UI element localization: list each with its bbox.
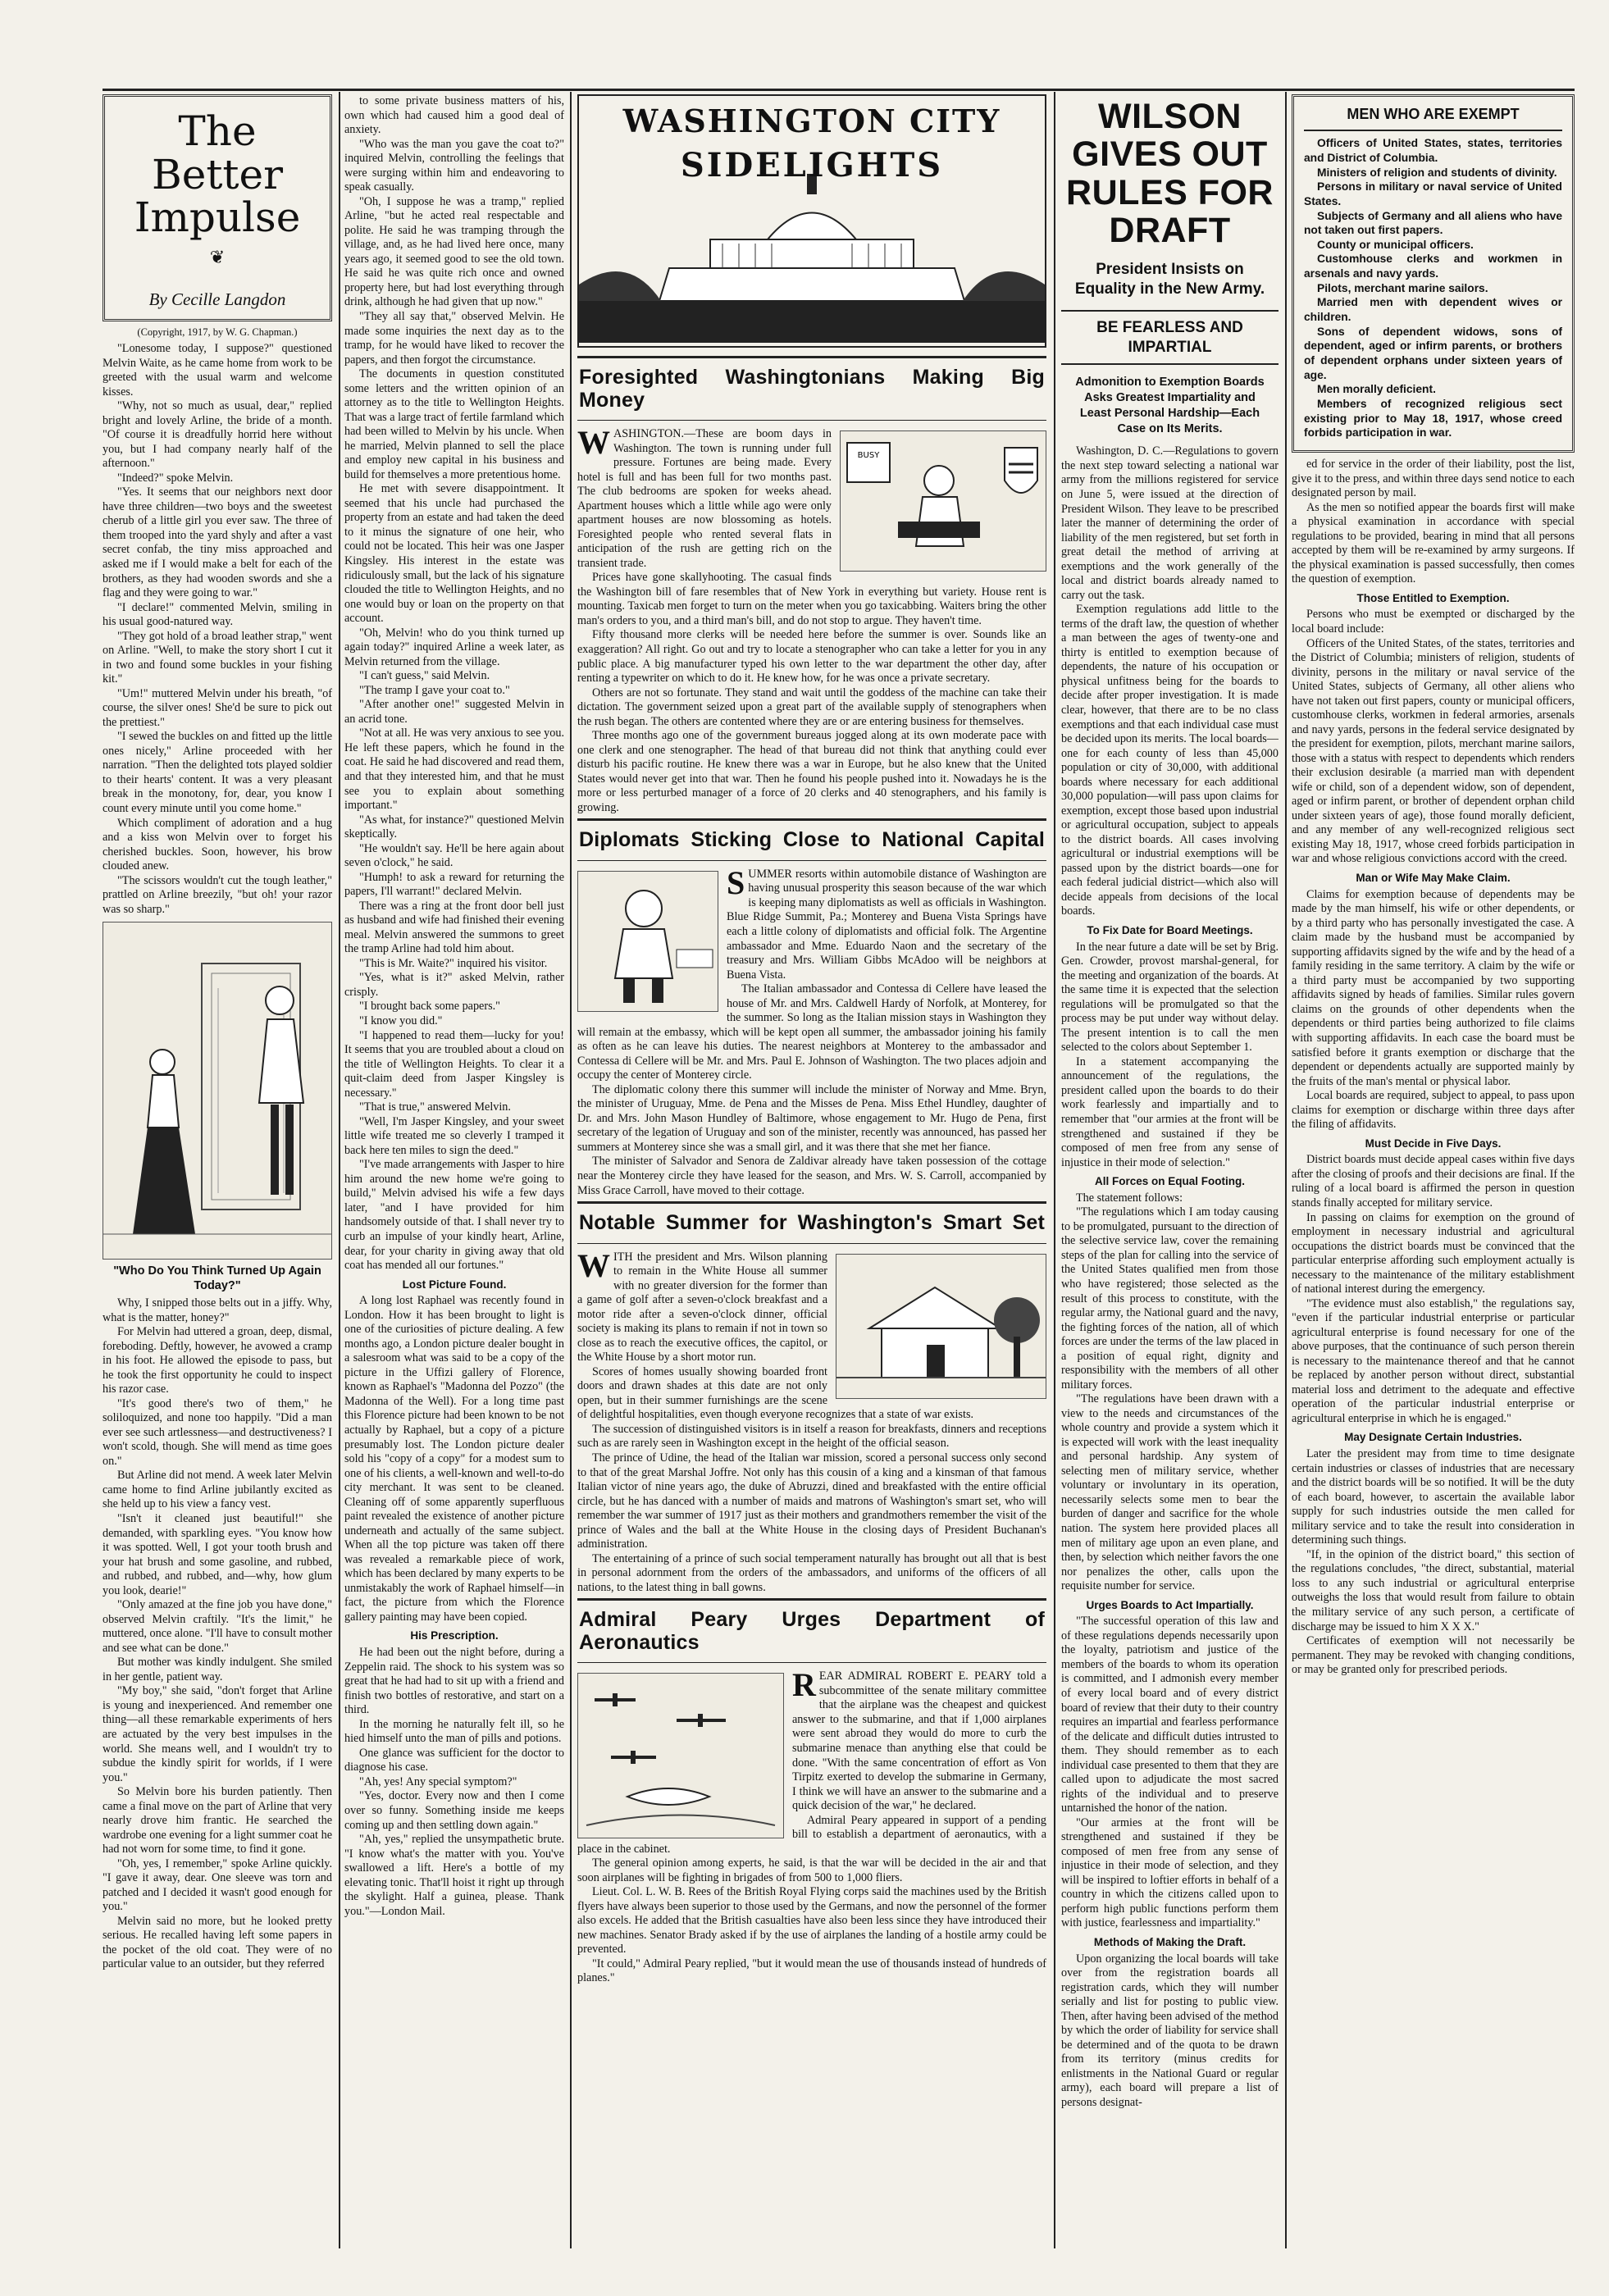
story-diplomats — [577, 863, 1046, 1198]
headline-smart-set: Notable Summer for Washington's Smart Set — [577, 1201, 1046, 1244]
subhead-impartially: Urges Boards to Act Impartially. — [1086, 1598, 1254, 1611]
headline-peary: Admiral Peary Urges Department of Aeronautics — [577, 1598, 1046, 1663]
paragraph: "Our armies at the front will be strengthened and sustained if they be composed of men free from any sense of injustice in their mode of selection, and they will be inspired to loftier efforts in behalf of a country in which the citizens called upon to perform high public functions perform them with justice, fearlessness and impartiality." — [1061, 1815, 1279, 1930]
paragraph: "I can't guess," said Melvin. — [359, 669, 490, 683]
paragraph: "I happened to read them—lucky for you! It seems that you are troubled about a cloud on the title of Wellington Heights. To clear it a quit-claim deed from Jasper Kingsley is necessary." — [344, 1028, 564, 1100]
sign-text: BUSY — [857, 451, 880, 460]
paragraph: County or municipal officers. — [1317, 238, 1474, 251]
prescription-text — [344, 1646, 564, 1919]
subhead-fix-date: To Fix Date for Board Meetings. — [1087, 923, 1253, 936]
paragraph: Persons who must be exempted or discharged by the local board include: — [1292, 608, 1575, 636]
subhead-entitled: Those Entitled to Exemption. — [1356, 591, 1510, 604]
paragraph: Upon organizing the local boards will take over from the registration boards all registration cards, which they will number serially and list for posting to public view. Then, after having been advised of the method by which the order of liability for service shall be determined and of the quota to be drawn from its territory (minus credits for enlistments in the National Guard or regular army), each board will prepare a list of persons designat- — [1061, 1952, 1279, 2109]
paragraph: "The regulations have been drawn with a view to the needs and circumstances of the whole country and provide a system which it is expected will work with the least inequality and personal hardship. Any system of selecting men of military service, whether voluntary or involuntary in its operation, necessarily selects some men to bear the burden of danger and sacrifice for the whole nation. The system here provided places all men of military age upon an even plane, and then, by selection which neither favors the one nor penalizes the other, calls upon the requisite number for service. — [1061, 1392, 1279, 1593]
paragraph: "Um!" muttered Melvin under his breath, "of course, the silver ones! She'd be sure to pick out the prettiest." — [103, 686, 332, 729]
paragraph: "Isn't it cleaned just beautiful!" she demanded, with sparkling eyes. "You know how it was spotted. Well, I got your tooth brush and your hat brush and some gasoline, and rubbed, and rubbed, and rubbed, and—why, how glum you look, dearie!" — [103, 1512, 332, 1597]
story-title: The Better Impulse — [134, 107, 301, 241]
paragraph: "He wouldn't say. He'll be here again about seven o'clock," he said. — [344, 841, 564, 870]
airplanes-illustration — [577, 1673, 784, 1838]
paragraph: Ministers of religion and students of divinity. — [1317, 166, 1557, 179]
paragraph: Customhouse clerks and workmen in arsenals and navy yards. — [1304, 253, 1562, 280]
draft-text-3 — [1061, 1191, 1279, 1594]
subhead-five-days: Must Decide in Five Days. — [1365, 1137, 1502, 1150]
story-diplomats-body — [577, 982, 1046, 1198]
banner-title: WASHINGTON CITY — [622, 102, 1001, 139]
paragraph: Admiral Peary appeared in support of a pending bill to establish a department of aeronautics, with a place in the cabinet. — [577, 1813, 1046, 1856]
story-peary — [577, 1666, 1046, 1986]
paragraph: In passing on claims for exemption on the ground of employment in necessary industrial and agricultural occupations the district boards must be convinced that the particular enterprise affording such employment actually is necessary to the maintenance of the military establishment of national interest during the emergency. — [1292, 1210, 1575, 1296]
lead-paragraph: ASHINGTON.—These are boom days in Washington. The town is running under full pressure. Fortunes are being made. Every hotel is full and has been full for two months past. The club bedrooms are spoken for weeks ahead. Apartment houses which a little while ago were only apartment houses are now blossoming as hotels. Foresighted people who rented several flats in anticipation of the rush are getting rich on the transient trade. — [577, 427, 832, 570]
paragraph: The succession of distinguished visitors is in itself a reason for breakfasts, dinners and receptions such as are rarely seen in Washington except in the height of the official season. — [577, 1422, 1046, 1451]
drop-cap: S — [727, 863, 745, 901]
paragraph: "They all say that," observed Melvin. He made some inquiries the next day as to the tramp, for he would have liked to recover the papers, and then forgot the circumstance. — [344, 309, 564, 367]
paragraph: "Well, I'm Jasper Kingsley, and your sweet little wife treated me so cleverly I tramped it back here ten miles to sign the deed." — [344, 1114, 564, 1157]
banner-subtitle: SIDELIGHTS — [680, 146, 944, 184]
paragraph: "The regulations which I am today causing to be promulgated, pursuant to the direction of the selective service law, cover the remaining steps of the plan for calling into the service of the United States qualified men from those who have registered; those selected as the result of this process to constitute, with the regular army, the National guard and the navy, the fighting forces of the nation, all of which forces are under the terms of the law placed in a position of equal right, dignity and responsibility with the members of all other military forces. — [1061, 1205, 1279, 1392]
headline-foresighted: Foresighted Washingtonians Making Big Money — [577, 356, 1046, 421]
paragraph: to some private business matters of his, own which had caused him a good deal of anxiety. — [344, 94, 564, 137]
draft-text-4 — [1061, 1615, 1279, 1931]
paragraph: Persons in military or naval service of United States. — [1304, 180, 1562, 207]
paragraph: He had been out the night before, during a Zeppelin raid. The shock to his system was so great that he had had to sit up with a friend and finish two bottles of restorative, and start on a third. — [344, 1646, 564, 1717]
column-draft-rules — [1061, 94, 1279, 2259]
paragraph: "I declare!" commented Melvin, smiling in his usual good-natured way. — [103, 600, 332, 629]
column-story-continued — [344, 94, 564, 2259]
paragraph: "I brought back some papers." — [359, 1000, 500, 1014]
paragraph: "The successful operation of this law and of these regulations depends necessarily upon the loyalty, patriotism and justice of the members of the boards to whom its operation is committed, and I admonish every member of every local board and of every district board of review that their duty to their country requires an impartial and fearless performance of the delicate and difficult duties intrusted to them. They should remember as to each individual case presented to them that they are called upon to adjudicate the most sacred rights of the individual and to preserve untarnished the honor of the nation. — [1061, 1615, 1279, 1815]
paragraph: District boards must decide appeal cases within five days after the closing of proofs and their decisions are final. If the ruling of a local board is affirmed the person in question stands finally accepted for military service. — [1292, 1153, 1575, 1210]
paragraph: Officers of United States, states, territories and District of Columbia. — [1304, 137, 1562, 164]
column-rule — [339, 92, 340, 2248]
paragraph: "Oh, I suppose he was a tramp," replied Arline, "but he acted real respectable and polite. He said he was tramping through the village, and, as he had lived here once, many years ago, it seemed good to see the old town. He said he was quite rich once and owned property here, but had lost everything through drink, although he had given that up now." — [344, 194, 564, 309]
exempt-text-3 — [1292, 888, 1575, 1132]
column-rule — [1285, 92, 1287, 2248]
paragraph: Three months ago one of the government bureaus jogged along at its own moderate pace with one clerk and one stenographer. The head of that bureau did not think that anything could ever disturb his pacific routine. He knew there was a war in Europe, but he also knew that the United States would never get into that war. Then he found his people pushed into it. Nowadays he is the more or less perturbed manager of a force of 20 clerks and 40 stenographers, and his family is growing. — [577, 729, 1046, 814]
paragraph: He met with severe disappointment. It seemed that his uncle had purchased the property from an estate and had taken the deed to it minus the signature of one heir, who could not be located. This heir was one Jasper Kingsley. His interest in the estate was ridiculously small, but the lack of his signature clouded the title to Wellington Heights, and no one would buy or loan on the property on that account. — [344, 482, 564, 626]
paragraph: "I sewed the buckles on and fitted up the little ones nicely," Arline proceeded with her narration. "Then the delighted tots played soldier to their hearts' content. It was a very pleasant break in the monotony, for, dear, you know I count every minute until you come home." — [103, 730, 332, 816]
column-washington-sidelights — [577, 94, 1046, 2259]
paragraph: Certificates of exemption will not necessarily be permanent. They may be revoked with changing conditions, or may be granted only for prescribed periods. — [1292, 1634, 1575, 1677]
paragraph: "I know you did." — [359, 1014, 443, 1027]
paragraph: So Melvin bore his burden patiently. Then came a final move on the part of Arline that very nearly drove him frantic. He searched the wardrobe one evening for a light summer coat he had not worn for some time, to find it gone. — [103, 1785, 332, 1856]
paragraph: Which compliment of adoration and a hug and a kiss won Melvin over to forget his cherished buckles. Soon, however, his brow clouded anew. — [103, 816, 332, 873]
paragraph: Prices have gone skallyhooting. The casual finds the Washington bill of fare resembles that of New York in everything but variety. House rent is mounting. Taxicab men forget to turn on the meter when you go taxicabbing. Waiters bring the other man's orders to you, and a third man's bill, and do not stop to argue. They haven't time. — [577, 571, 1046, 627]
paragraph: "Not at all. He was very anxious to see you. He left these papers, which he found in the coat. He said he had discovered and read them, and that they interested him, and that he must see you to explain about something important." — [344, 727, 564, 813]
paragraph: But mother was kindly indulgent. She smiled in her gentle, patient way. — [103, 1656, 332, 1683]
paragraph: Exemption regulations add little to the terms of the draft law, the question of whether a man between the ages of twenty-one and thirty is entitled to exemption because of dependents, the nature of his occupation or physical unfitness being for the boards to decide after proper investigation. It is made clear, however, that there are to be no class exemptions and that each individual case must be decided upon its merits. The local boards—one for each county of less than 45,000 population or city of 30,000, with additional boards where necessary for each additional 30,000 population—will pass upon claims for exemption, except those based upon industrial or agricultural occupation, subject to appeals to the district boards. All cases involving agricultural or industrial exemptions will be passed upon by the district boards—one for each federal judicial district—which also will decide appeals from decisions of the local boards. — [1061, 603, 1279, 918]
exempt-text-5 — [1292, 1447, 1575, 1678]
paragraph: The statement follows: — [1076, 1191, 1183, 1205]
paragraph: "My boy," she said, "don't forget that Arline is young and inexperienced. And remember one thing—all these remarkable experiments of hers are actuated by the very best impulses in the world. She means well, and I wouldn't try to subdue the kindly spirit for worlds, if I were you." — [103, 1684, 332, 1784]
paragraph: "After another one!" suggested Melvin in an acrid tone. — [344, 698, 564, 726]
paragraph: Married men with dependent wives or children. — [1304, 296, 1562, 324]
cartoon-busy-day — [840, 430, 1046, 572]
paragraph: "They got hold of a broad leather strap," went on Arline. "Well, to make the story short I cut it in two and found some buckles in your fishing kit." — [103, 629, 332, 686]
exempt-text-2 — [1292, 608, 1575, 867]
paragraph: "Oh, yes, I remember," spoke Arline quickly. "I gave it away, dear. One sleeve was torn and patched and I decided it wasn't good enough for you." — [103, 1856, 332, 1914]
paragraph: ed for service in the order of their liability, post the list, give it to the press, and within three days send notice to each designated person by mail. — [1292, 458, 1575, 500]
paragraph: Fifty thousand more clerks will be needed here before the summer is over. Sounds like an exaggeration? All right. Go out and try to locate a stenographer who can take a letter for you in any public place. A big manufacturer typed his own letter to the war department the other day, after renting a typewriter on which to do it. He knew how, for he was once a private secretary. — [577, 628, 1046, 686]
paragraph: Scores of homes usually showing boarded front doors and drawn shades at this date are not only open, but in their summer furnishings are the scene of delightful hospitalities, even though everyone recognizes that a state of war exists. — [577, 1364, 974, 1422]
story-illustration — [103, 922, 332, 1260]
paragraph: For Melvin had uttered a groan, deep, dismal, foreboding. Deftly, however, he avowed a cramp in his foot. He allowed the episode to pass, but he took the first opportunity he could to inspect his razor case. — [103, 1325, 332, 1396]
paragraph: In a statement accompanying the announcement of the regulations, the president called upon the boards to do their work fearlessly and impartially and to remember that "our armies at the front will be strengthened and sustained if they be composed of men free from any sense of injustice in their mode of selection." — [1061, 1055, 1279, 1169]
paragraph: One glance was sufficient for the doctor to diagnose his case. — [344, 1746, 564, 1774]
paragraph: Melvin said no more, but he looked pretty serious. He recalled having left some papers in the pocket of the old coat. They were of no particular value to an outsider, but they referred — [103, 1914, 332, 1971]
paragraph: Subjects of Germany and all aliens who have not taken out first papers. — [1304, 209, 1562, 237]
paragraph: "Why, not so much as usual, dear," replied bright and lovely Arline, the bride of a month. "Of course it is dreadfully horrid here without you, but I had company nearly half of the afternoon." — [103, 399, 332, 471]
paragraph: "Yes, doctor. Every now and then I come over so funny. Something inside me keeps coming up and then settling down again." — [344, 1789, 564, 1832]
paragraph: "Yes. It seems that our neighbors next door have three children—two boys and the sweetest cherub of a little girl you ever saw. The three of them trooped into the yard shyly and after a vast secret confab, the tiny miss approached and asked me if I would make a belt for each of the brothers, as they had wooden swords and she a flag and they were going to war." — [103, 485, 332, 600]
paragraph: Pilots, merchant marine sailors. — [1317, 281, 1488, 294]
deck-fearless: BE FEARLESS AND IMPARTIAL — [1061, 310, 1279, 365]
lead-paragraph: UMMER resorts within automobile distance of Washington are having unusual prosperity this season because of the war which is keeping many diplomatists as well as officials in Washington. Blue Ridge Summit, Pa.; Monterey and Buena Vista Springs have each a little colony of diplomatists and official folk. The Argentine ambassador and Mme. Eduardo Naon and the secretary of the treasury and Mrs. William Gibbs McAdoo will be neighbors at Buena Vista. — [727, 867, 1046, 982]
story-foresighted-body — [577, 571, 1046, 815]
paragraph: The minister of Salvador and Senora de Zaldivar already have taken possession of the cottage near the Monterey circle they have leased for the season, and Mrs. W. S. Carroll, accompanied by Miss Grace Carroll, have moved to their cottage. — [577, 1155, 1046, 1197]
paragraph: Men morally deficient. — [1317, 383, 1436, 396]
lead-paragraph: EAR ADMIRAL ROBERT E. PEARY told a subcommittee of the senate military committee that the airplane was the cheapest and quickest answer to the submarine, and that if 1,000 airplanes were sent abroad they would do more to curb the submarine menace than anything else that could be done. "With the same concentration of effort as Von Tirpitz exerted to develop the submarine in Germany, I think we will have an answer to the submarine and a quick decision of the war," he declared. — [792, 1670, 1046, 1813]
column-rule — [1054, 92, 1055, 2248]
paragraph: Officers of the United States, of the states, territories and the District of Columbia; ministers of religion, students of divinity, persons in the military or naval service of the United States, subjects of Germany, all other aliens who have not taken out first papers, county or municipal officers, customhouse clerks, workmen in federal armories, arsenals and navy yards, persons in the federal service designated by the president for exemption, pilots, merchant marine sailors, those with a status with respect to dependents which renders their exclusion desirable (a married man with dependent wife or child, son of a dependent widow, son of dependent, aged or infirm parent, or brother of dependent orphan child under sixteen years of age), those found morally deficient, and any member of any well-recognized religious sect existing May 18, 1917, whose creed forbids participation in war and whose religious convictions accord with the creed. — [1292, 636, 1575, 866]
byline: By Cecille Langdon — [148, 289, 286, 309]
subhead-prescription: His Prescription. — [410, 1629, 499, 1642]
paragraph: Members of recognized religious sect existing prior to May 18, 1917, whose creed forbids participation in war. — [1304, 398, 1562, 440]
paragraph: The documents in question constituted some letters and the written opinion of an attorney as to the title to Wellington Heights. That was a large tract of fertile farmland which had been willed to Melvin by his uncle. When he married, Melvin planned to sell the place and employ new capital in his business and build for themselves a more pretentious home. — [344, 367, 564, 481]
paragraph: In the morning he naturally felt ill, so he hied himself unto the man of pills and potions. — [344, 1717, 564, 1746]
drop-cap: R — [792, 1666, 816, 1704]
paragraph: "If, in the opinion of the district board," this section of the regulations concludes, "the direct, substantial, material loss to any such industrial or agricultural enterprise outweighs the loss that would result from failure to obtain the military service of any such person, a certificate of discharge may be issued to him X X X." — [1292, 1547, 1575, 1633]
lead-paragraph: ITH the president and Mrs. Wilson planning to remain in the White House all summer with no greater diversion for the former than a game of golf after a seven-o'clock breakfast and a motor ride after a seven-o'clock dinner, official society is making its plans to remain if not in town so close as to reach the executive offices, the capitol, or the White House by a short motor run. — [577, 1250, 827, 1364]
paragraph: The diplomatic colony there this summer will include the minister of Norway and Mme. Bryn, the minister of Uruguay, Mme. de Pena and the Misses de Pena. Miss Ethel Hundley, daughter of Dr. and Mrs. John Mason Hundley of Baltimore, whose engagement to Mr. Hugo de Pena, first secretary of the legation of Uruguay and son of the minister, recently was announced, has passed her summers at Monterey since she was a small girl, and it was there that she met her fiance. — [577, 1082, 1046, 1154]
headline-wilson: WILSON GIVES OUT RULES FOR DRAFT — [1066, 97, 1274, 251]
paragraph: "I've made arrangements with Jasper to hire him around the new home we're going to build," Melvin advised his wife a few days later, "and I have provided for him handsomely outside of that. I shall never try to curb an impulse of your kindly heart, Arline, dear, for your charity in giving away that old coat has mended all our fortunes." — [344, 1158, 564, 1273]
house-illustration — [836, 1254, 1046, 1399]
paragraph: Local boards are required, subject to appeal, to pass upon claims for exemption or discharge within three days after the filing of affidavits. — [1292, 1089, 1575, 1132]
ornament-icon: ❦ — [209, 246, 226, 267]
paragraph: Later the president may from time to time designate certain industries or classes of industries that are necessary and the district boards will be so notified. It will be the duty of each board, however, to ascertain the available labor supply for such industries outside the men called for military service and to take the result into consideration in determining such things. — [1292, 1447, 1575, 1547]
story-conclusion — [344, 94, 564, 1273]
column-exemptions — [1292, 94, 1575, 2259]
paragraph: The entertaining of a prince of such social temperament naturally has brought out all that is best in personal adornment from the orders of the ambassadors, and uniforms of the officers of all nations, to the latest thing in ball gowns. — [577, 1551, 1046, 1594]
paragraph: "The scissors wouldn't cut the tough leather," prattled on Arline breezily, "but oh! your razor was so sharp." — [103, 873, 332, 916]
draft-text-5 — [1061, 1952, 1279, 2111]
subhead-lost-picture: Lost Picture Found. — [402, 1278, 507, 1291]
subhead-claim: Man or Wife May Make Claim. — [1356, 872, 1511, 885]
paragraph: But Arline did not mend. A week later Melvin came home to find Arline jubilantly excited as she held up to his view a fancy vest. — [103, 1469, 332, 1511]
paragraph: "This is Mr. Waite?" inquired his visitor. — [359, 956, 548, 970]
exempt-text-4 — [1292, 1153, 1575, 1426]
paragraph: Why, I snipped those belts out in a jiffy. Why, what is the matter, honey?" — [103, 1296, 332, 1324]
story-text-continued — [103, 1296, 332, 1972]
paragraph: "That is true," answered Melvin. — [359, 1100, 511, 1114]
draft-text — [1061, 444, 1279, 919]
story-foresighted — [577, 424, 1046, 815]
exempt-list — [1304, 136, 1562, 440]
headline-diplomats: Diplomats Sticking Close to National Capital — [577, 818, 1046, 861]
paragraph: "The evidence must also establish," the regulations say, "even if the particular industrial enterprise or particular agricultural enterprise is found necessary for one of the above purposes, that the continuance of such person therein is necessary to the maintenance thereof and that he cannot be replaced by another person without direct, substantial material loss and detriment to the adequate and effective operation of the particular industrial enterprise or agricultural enterprise in which he is engaged." — [1292, 1296, 1575, 1425]
subhead-equal-footing: All Forces on Equal Footing. — [1094, 1175, 1245, 1188]
copyright-note: (Copyright, 1917, by W. G. Chapman.) — [137, 326, 298, 338]
paragraph: "Who was the man you gave the coat to?" inquired Melvin, controlling the feelings that were surging within him and endeavoring to speak casually. — [344, 137, 564, 194]
exempt-text — [1292, 458, 1575, 587]
drop-cap: W — [577, 1246, 610, 1284]
paragraph: In the near future a date will be set by Brig. Gen. Crowder, provost marshal-general, for the meeting and organization of the boards. At the same time it is expected that the selection regulations will be promulgated so that the process may be put under way without delay. The present intention is to call the men selected to the colors about September 1. — [1061, 940, 1279, 1055]
paragraph: "The tramp I gave your coat to." — [359, 683, 510, 697]
paragraph: Sons of dependent widows, sons of dependent, aged or infirm parents, or brothers of dependent orphans under sixteen years of age. — [1304, 325, 1562, 381]
top-rule — [103, 89, 1575, 91]
paragraph: The prince of Udine, the head of the Italian war mission, scored a personal success only second to that of the great Marshal Joffre. Not only has this cousin of a king and a kinsman of that famous Italian victor of nine years ago, the duke of Abruzzi, dined and breakfasted with the entire official circle, but he has danced with a number of maids and matrons of Washington's smart set, who will remember the war summer of 1917 just as their mothers and grandmothers remember the visit of the prince of Wales and the ball at the White House in the closing days of President Buchanan's administration. — [577, 1451, 1046, 1551]
paragraph: Lieut. Col. L. W. B. Rees of the British Royal Flying corps said the machines used by the British flyers have always been superior to those used by the Germans, and now the personnel of the former also excels. He added that the British casualties have also been less since they have introduced their new machines. Senator Brady asked if by the use of airplanes the landing of a hostile army could be prevented. — [577, 1885, 1046, 1957]
deck-equality: President Insists on Equality in the New Army. — [1074, 260, 1265, 298]
paragraph: "It's good there's two of them," he soliloquized, and none too happily. "Did a man ever see such artlessness—and destructiveness? I won't scold, though. She will mend as time goes on." — [103, 1396, 332, 1468]
paragraph: "Indeed?" spoke Melvin. — [117, 471, 234, 485]
cartoon-diplomat — [577, 871, 718, 1012]
story-text — [103, 342, 332, 917]
paragraph: "Only amazed at the fine job you have done," observed Melvin craftily. "It's the limit," he muttered, once alone. "I'll have to consult mother and see what can be done." — [103, 1598, 332, 1655]
paragraph: "Humph! to ask a reward for returning the papers, I'll warrant!" declared Melvin. — [344, 870, 564, 899]
subhead-industries: May Designate Certain Industries. — [1344, 1431, 1522, 1444]
sidelights-banner — [577, 94, 1046, 348]
exempt-box-title: MEN WHO ARE EXEMPT — [1304, 105, 1562, 131]
paragraph: Others are not so fortunate. They stand and wait until the goddess of the machine can take their dictation. The government seized upon a great part of the available supply of stenographers when the rush began. The others are contented where they are or are entering business for themselves. — [577, 686, 1046, 728]
deck-admonition: Admonition to Exemption Boards Asks Greatest Impartiality and Least Personal Hardship—Each Case on Its Merits. — [1075, 376, 1265, 435]
paragraph: "As what, for instance?" questioned Melvin skeptically. — [344, 813, 564, 841]
column-story — [103, 94, 332, 2259]
illustration-caption: "Who Do You Think Turned Up Again Today?" — [113, 1264, 321, 1292]
paragraph: "Yes, what is it?" asked Melvin, rather crisply. — [344, 971, 564, 999]
drop-cap: W — [577, 424, 610, 461]
story-title-box — [103, 94, 332, 321]
paragraph: Claims for exemption because of dependents may be made by the man himself, his wife or other dependents, or by a third party who has personally investigated the case. A claim made by the husband must be accompanied by supporting affidavits signed by the wife and by the head of a family residing in the same territory. A claim by the wife or a third party must be accompanied by two supporting affidavits signed by heads of families. Similar rules govern claims on the grounds of other dependents when the dependents or third parties being authorized to file claims with supporting affidavits. In each case the board must be satisfied before it grants exemption or discharge that the dependent or dependents actually are supported mainly by the fruits of the man's mental or physical labor. — [1292, 887, 1575, 1088]
lost-picture-text — [344, 1294, 564, 1624]
draft-text-2 — [1061, 941, 1279, 1171]
paragraph: There was a ring at the front door bell just as husband and wife had finished their evening meal. Melvin answered the summons to greet the tramp Arline had told him about. — [344, 899, 564, 956]
paragraph: "Oh, Melvin! who do you think turned up again today?" inquired Arline a week later, as Melvin returned from the village. — [344, 626, 564, 668]
paragraph: The Italian ambassador and Contessa di Cellere have leased the house of Mr. and Mrs. Caldwell Hardy of Norfolk, at Monterey, for the summer. So long as the Italian mission stays in Washington they will remain at the embassy, which will be kept open all summer, the ambassador joining his family as often as he can leave his duties. The nearest neighbors at Monterey to the ambassador and Contessa di Cellere will be Mr. and Mrs. Paul E. Johnson of Washington. The two places adjoin and occupy the center of Monterey circle. — [577, 982, 1046, 1082]
paragraph: The general opinion among experts, he said, is that the war will be decided in the air and that soon airplanes will be fighting in brigades of from 500 to 1,000 fliers. — [577, 1856, 1046, 1884]
story-peary-body — [577, 1814, 1046, 1986]
paragraph: As the men so notified appear the boards first will make a physical examination in accordance with special regulations to be provided, bearing in mind that all persons accepted by them will be re-examined by army surgeons. If the physical examination is passed successfully, then comes the question of exemption. — [1292, 500, 1575, 586]
story-smart-set — [577, 1246, 1046, 1596]
exempt-box — [1292, 94, 1575, 453]
paragraph: "Ah, yes! Any special symptom?" — [359, 1774, 517, 1788]
paragraph: "Lonesome today, I suppose?" questioned Melvin Waite, as he came home from work to be greeted with the usual warm and welcome kisses. — [103, 342, 332, 399]
paragraph: "Ah, yes," replied the unsympathetic brute. "I know what's the matter with you. You've swallowed a lift. Here's a bottle of my elevating tonic. That'll hoist it right up through the skylight. Half a guinea, please. Thank you."—London Mail. — [344, 1833, 564, 1918]
paragraph: Washington, D. C.—Regulations to govern the next step toward selecting a national war army from the millions registered for service on June 5, were issued at the direction of President Wilson. They leave to be prescribed later the manner of determining the order of liability of the men registered, but set forth in great detail the method of arriving at exemptions and the work generally of the local and district boards already named to carry out the task. — [1061, 444, 1279, 602]
paragraph: "It could," Admiral Peary replied, "but it would mean the use of thousands instead of hundreds of planes." — [577, 1957, 1046, 1985]
paragraph: A long lost Raphael was recently found in London. How it has been brought to light is one of the curiosities of picture dealing. A few months ago, a London picture dealer bought in a salesroom what was said to be a copy of the picture in the Uffizi gallery of Florence, known as Raphael's "Madonna del Pozzo" (the Madonna of the Well). For a long time past this Florence picture had been known to be not actually by Raphael, but a copy of a picture presumably lost. The London picture dealer sold his "copy of a copy" for a modest sum to one of his clients, a well-known and well-to-do city merchant. It was sent to be cleaned. Cleaning off of some apparently superfluous paint revealed the existence of another picture underneath and actually of the same subject. When all the top picture was taken off there was revealed a remarkable piece of work, which has been declared by many experts to be unmistakably the work of Raphael himself—in fact, the picture from which the Florence gallery painting may have been copied. — [344, 1294, 564, 1624]
column-rule — [570, 92, 572, 2248]
subhead-methods: Methods of Making the Draft. — [1093, 1936, 1247, 1949]
